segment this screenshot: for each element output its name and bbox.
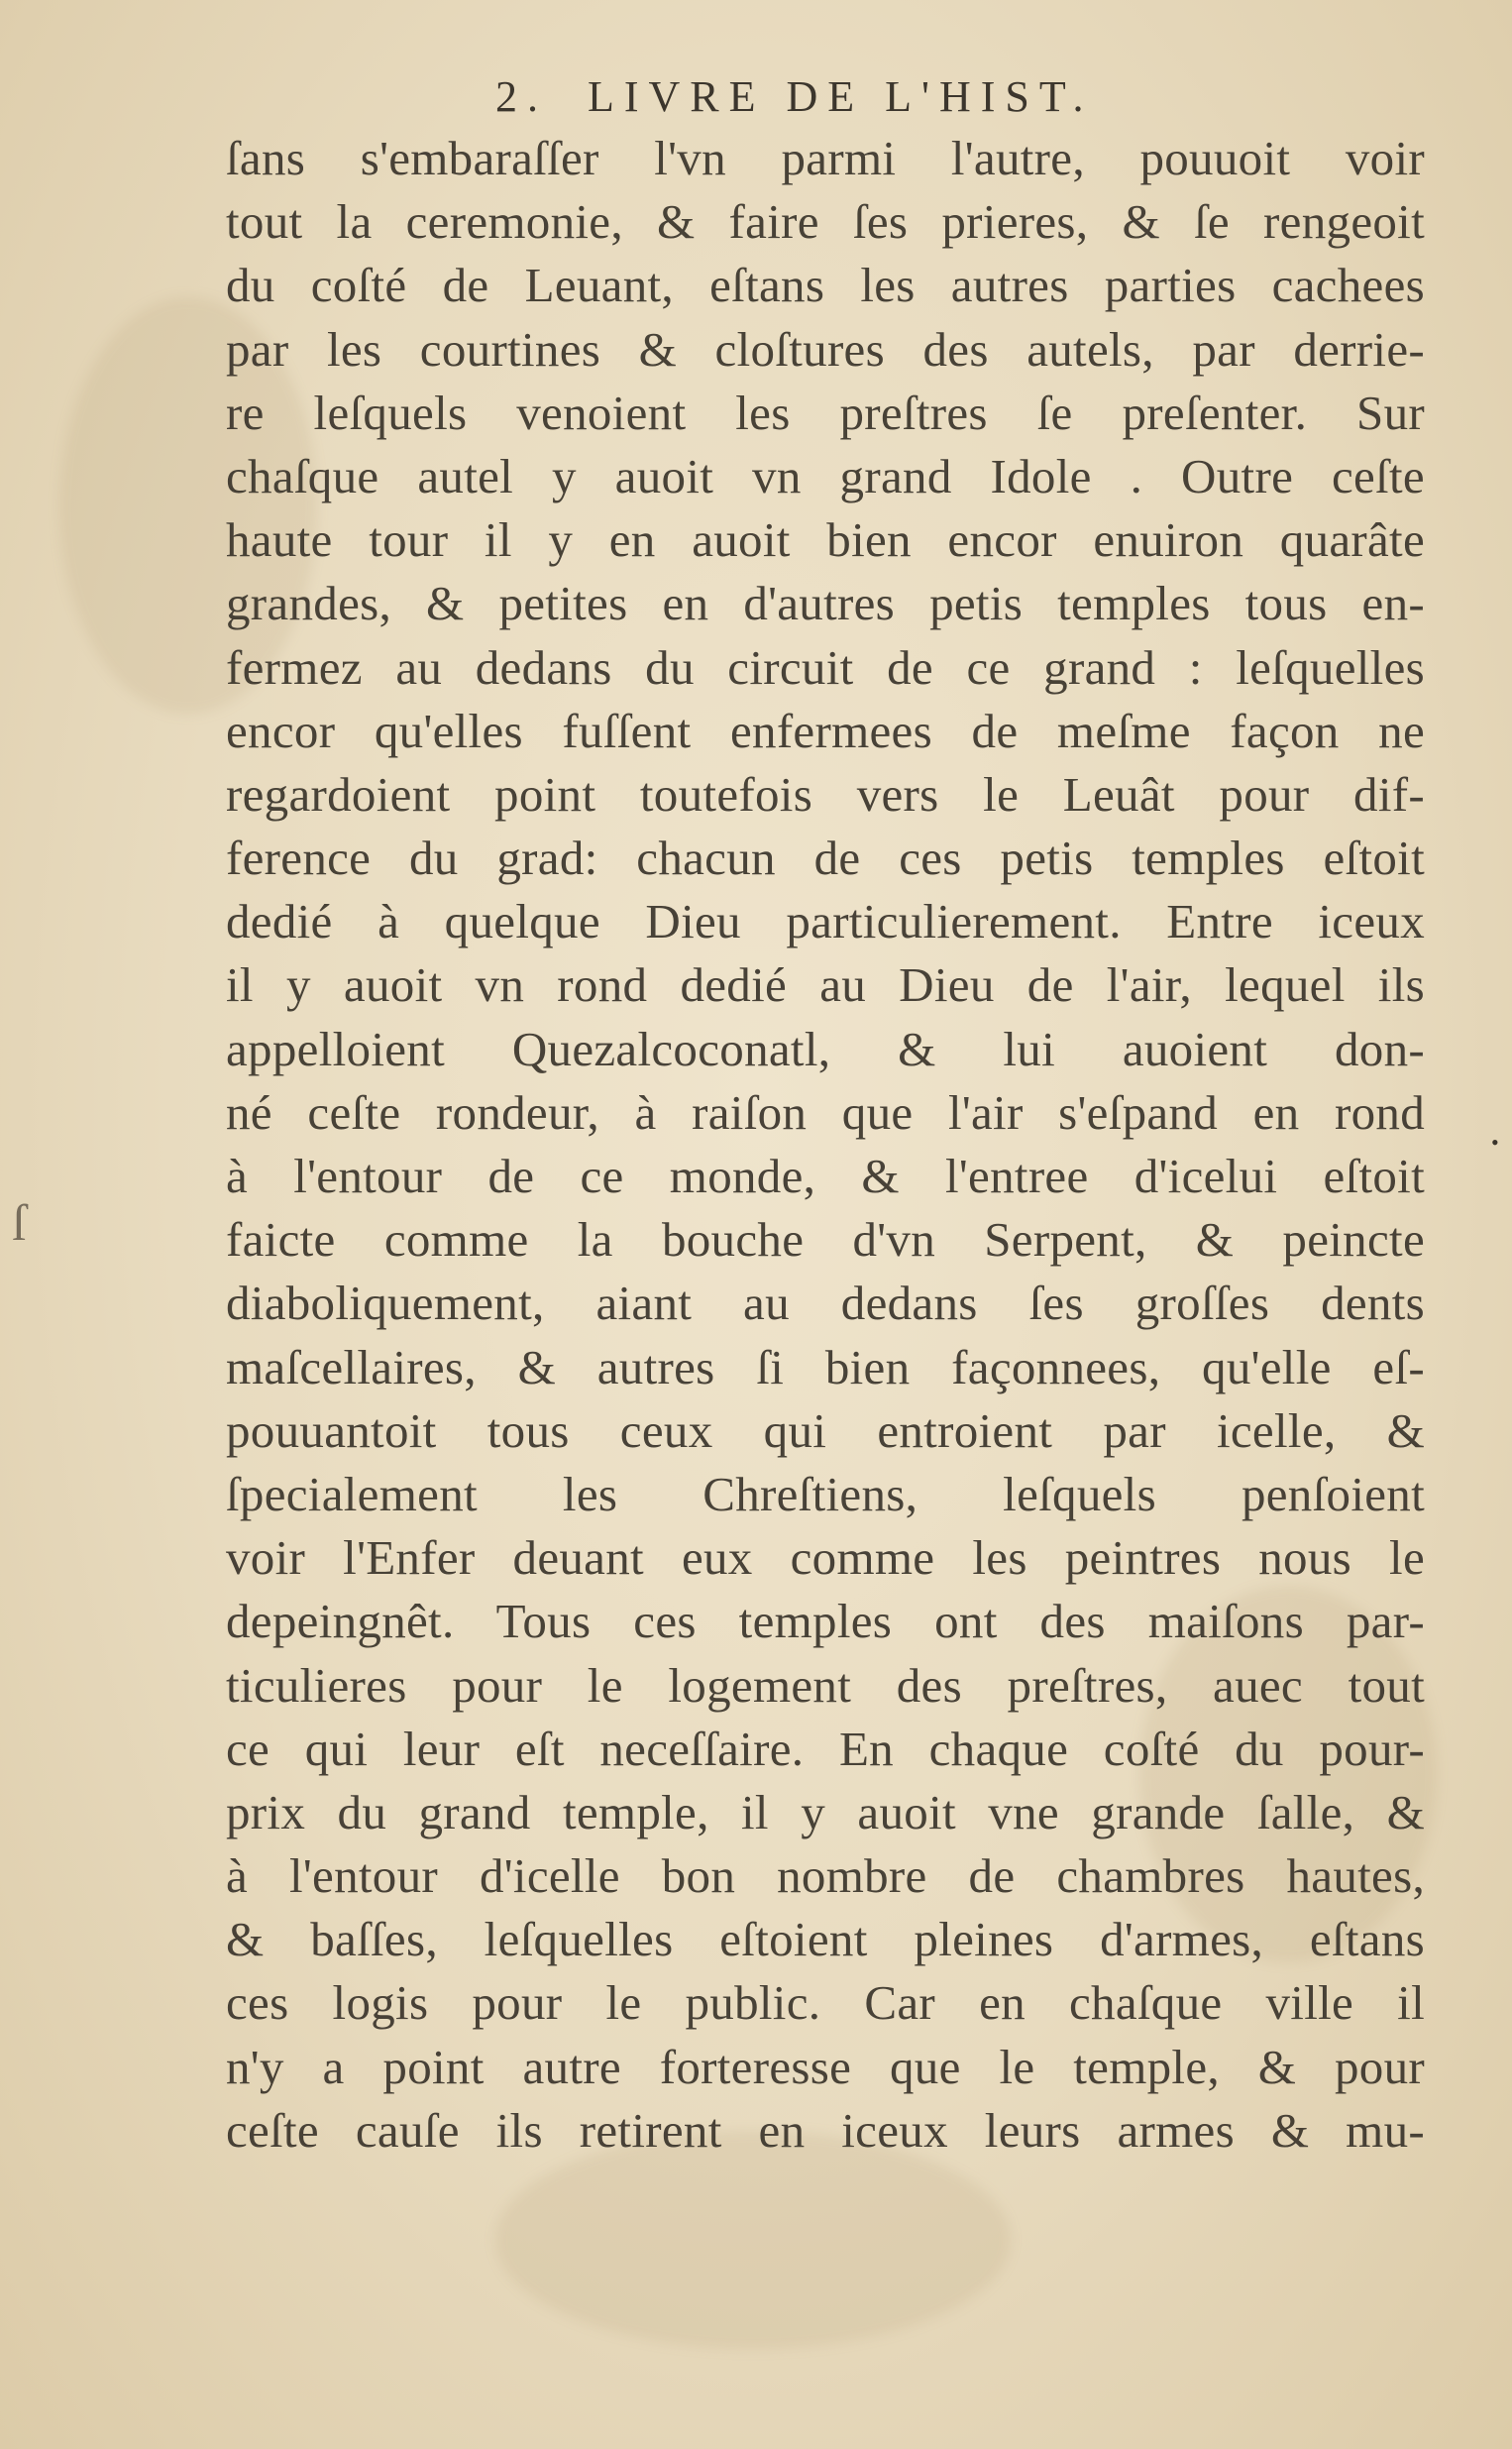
body-text [226, 127, 1425, 2163]
text-line: n'y a point autre forteresse que le temple, & pour [226, 2039, 1425, 2094]
text-line: ce qui leur eſt neceſſaire. En chaque coſté du pour- [226, 1721, 1425, 1776]
text-line: ſpecialement les Chreſtiens, leſquels penſoient [226, 1466, 1425, 1521]
text-line: grandes, & petites en d'autres petis temples tous en- [226, 576, 1425, 631]
running-title: LIVRE DE L'HIST. [588, 72, 1094, 121]
margin-dot-mark: • [1491, 1130, 1499, 1155]
text-line: regardoient point toutefois vers le Leuât pour dif- [226, 766, 1425, 822]
text-line: & baſſes, leſquelles eſtoient pleines d'armes, eſtans [226, 1912, 1425, 1967]
text-line: appelloient Quezalcoconatl, & lui auoient don- [226, 1021, 1425, 1076]
text-line: faicte comme la bouche d'vn Serpent, & peincte [226, 1212, 1425, 1268]
text-line: encor qu'elles fuſſent enfermees de meſme façon ne [226, 703, 1425, 758]
text-line: depeingnêt. Tous ces temples ont des maiſons par- [226, 1594, 1425, 1649]
text-line: tout la ceremonie, & faire ſes prieres, & ſe rengeoit [226, 194, 1425, 250]
text-line: fermez au dedans du circuit de ce grand : leſquelles [226, 639, 1425, 695]
text-line: voir l'Enfer deuant eux comme les peintres nous le [226, 1530, 1425, 1586]
text-line: prix du grand temple, il y auoit vne grande ſalle, & [226, 1784, 1425, 1839]
text-line: du coſté de Leuant, eſtans les autres parties cachees [226, 258, 1425, 313]
text-line: haute tour il y en auoit bien encor enuiron quarâte [226, 512, 1425, 568]
text-line: il y auoit vn rond dedié au Dieu de l'air, lequel ils [226, 957, 1425, 1013]
text-line: ſans s'embaraſſer l'vn parmi l'autre, pouuoit voir [226, 131, 1425, 185]
page-number: 2. [495, 72, 548, 121]
text-line: re leſquels venoient les preſtres ſe preſenter. Sur [226, 385, 1425, 440]
paper-stain [495, 2131, 1011, 2349]
text-line: à l'entour de ce monde, & l'entree d'icelui eſtoit [226, 1149, 1425, 1203]
running-header [495, 71, 1130, 122]
text-line: à l'entour d'icelle bon nombre de chambres hautes, [226, 1848, 1425, 1904]
text-line: dedié à quelque Dieu particulierement. Entre iceux [226, 894, 1425, 949]
text-line: ceſte cauſe ils retirent en iceux leurs armes & mu- [226, 2102, 1425, 2158]
text-line: maſcellaires, & autres ſi bien façonnees, qu'elle eſ- [226, 1339, 1425, 1394]
margin-bracket-mark: ſ [12, 1195, 27, 1252]
text-line: diaboliquement, aiant au dedans ſes groſſes dents [226, 1276, 1425, 1331]
text-line: ference du grad: chacun de ces petis temples eſtoit [226, 831, 1425, 886]
text-line: chaſque autel y auoit vn grand Idole . Outre ceſte [226, 448, 1425, 503]
text-line: né ceſte rondeur, à raiſon que l'air s'eſpand en rond [226, 1084, 1425, 1140]
text-line: par les courtines & cloſtures des autels, par derrie- [226, 321, 1425, 377]
text-line: ces logis pour le public. Car en chaſque ville il [226, 1975, 1425, 2031]
text-line: ticulieres pour le logement des preſtres, auec tout [226, 1657, 1425, 1713]
text-line: pouuantoit tous ceux qui entroient par icelle, & [226, 1402, 1425, 1458]
